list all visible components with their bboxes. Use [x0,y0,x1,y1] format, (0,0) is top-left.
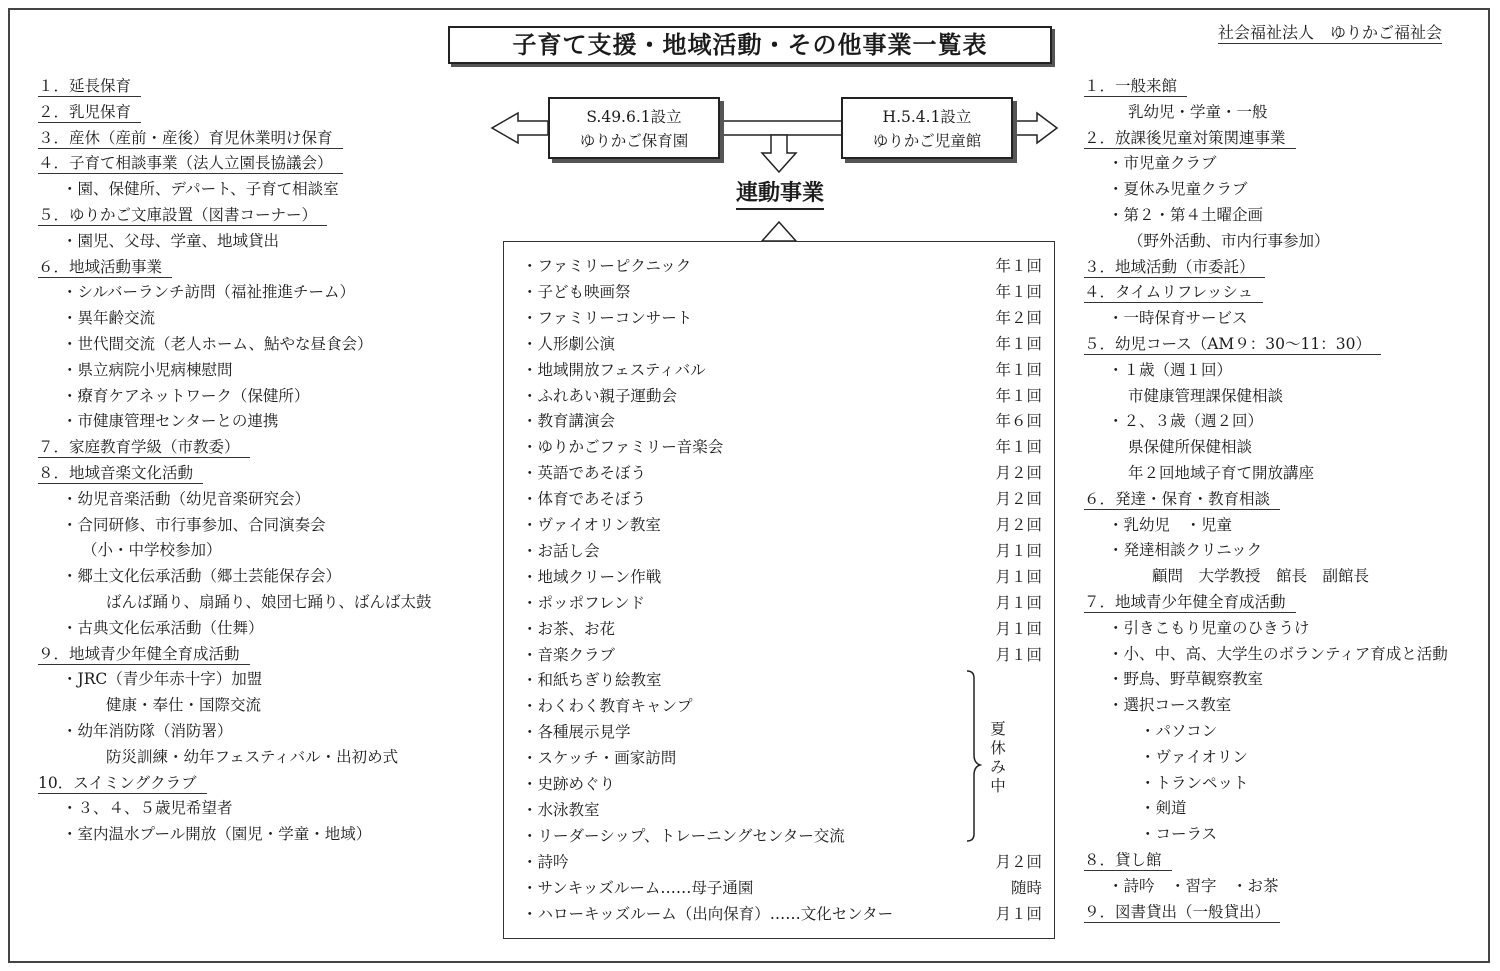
right-arrow-shape [1013,113,1057,143]
event-name: ・スケッチ・画家訪問 [522,749,677,768]
right-section-heading [1084,255,1265,279]
renkei-event-row [522,358,1042,382]
right-list-item [1108,693,1231,717]
left-item-text: ３．産休（産前・産後）育児休業明け保育 [38,129,343,149]
right-list-item [1108,667,1263,691]
hall-established: H.5.4.1設立 [882,108,972,126]
right-list-item [1108,409,1263,433]
renkei-event-row [522,591,1042,615]
left-section-heading [38,74,141,98]
renkei-event-row [522,384,1042,408]
event-frequency: 年６回 [995,412,1042,431]
renkei-events-box [503,241,1055,939]
right-item-text: ・ヴァイオリン [1140,747,1248,766]
right-section-heading [1084,848,1172,872]
event-frequency: 年１回 [995,438,1042,457]
right-list-item [1152,564,1369,588]
event-frequency: 年１回 [995,334,1042,353]
right-item-text: ９．図書貸出（一般貸出） [1084,903,1280,923]
event-frequency: 月１回 [995,593,1042,612]
right-item-text: 乳幼児・学童・一般 [1128,102,1268,121]
renkei-event-row [522,254,1042,278]
left-section-heading [38,435,250,459]
right-section-heading [1084,332,1381,356]
right-list-item [1140,822,1217,846]
event-name: ・ヴァイオリン教室 [522,516,661,534]
left-item-text: ・古典文化伝承活動（仕舞） [62,618,264,637]
left-list-item [62,177,339,201]
right-item-text: ・１歳（週１回） [1108,360,1233,379]
event-name: ・ファミリーコンサート [522,308,693,327]
right-item-text: １．一般来館 [1084,77,1187,97]
right-section-heading [1084,900,1280,924]
left-list-item [62,384,309,408]
left-item-text: ２．乳児保育 [38,103,141,123]
page-title: 子育て支援・地域活動・その他事業一覧表 [448,26,1052,64]
event-frequency: 月１回 [995,645,1042,664]
renkei-event-row [522,643,1042,667]
renkei-event-row [522,461,1042,485]
renkei-event-row [522,280,1042,304]
right-list-item [1108,616,1310,640]
right-item-text: ・引きこもり児童のひきうけ [1108,618,1310,637]
nursery-established: S.49.6.1設立 [586,108,682,126]
renkei-event-row [522,772,1042,796]
left-section-heading [38,100,141,124]
right-item-text: ８．貸し館 [1084,851,1172,871]
left-list-item [62,487,310,511]
left-item-text: ・JRC（青少年赤十字）加盟 [62,670,263,689]
left-item-text: ５．ゆりかご文庫設置（図書コーナー） [38,206,327,226]
left-item-text: ・異年齢交流 [62,309,156,328]
right-item-text: ・発達相談クリニック [1108,541,1263,560]
right-item-text: ２．放課後児童対策関連事業 [1084,129,1296,149]
event-frequency: 年１回 [995,360,1042,379]
renkei-event-row [522,902,1042,926]
renkei-event-row [522,306,1042,330]
left-section-heading [38,203,327,227]
left-section-heading [38,151,343,175]
event-name: ・各種展示見学 [522,723,631,742]
event-name: ・ポッポフレンド [522,593,645,612]
left-list-item [62,358,233,382]
event-name: ・地域開放フェスティバル [522,360,706,379]
event-name: ・水泳教室 [522,800,600,819]
renkei-event-row [522,332,1042,356]
event-name: ・英語であそぼう [522,464,647,483]
event-frequency: 月１回 [995,904,1042,923]
right-list-item [1108,874,1279,898]
event-frequency: 月２回 [995,464,1042,483]
right-list-item [1108,177,1248,201]
left-item-text: ４．子育て相談事業（法人立園長協議会） [38,154,343,174]
left-section-heading [38,642,250,666]
right-item-text: ・トランペット [1140,773,1249,792]
left-item-text: ６．地域活動事業 [38,258,172,278]
organization-label: 社会福祉法人 ゆりかご福祉会 [1217,23,1442,42]
right-list-item [1108,642,1448,666]
event-frequency: 年２回 [995,308,1042,327]
event-name: ・ゆりかごファミリー音楽会 [522,438,724,457]
right-list-item [1128,229,1330,253]
right-item-text: 年２回地域子育て開放講座 [1128,464,1315,482]
event-name: ・ふれあい親子運動会 [522,386,678,405]
down-arrow-shape [762,135,796,172]
right-section-heading [1084,74,1187,98]
renkei-title-label: 連動事業 [736,181,824,210]
right-item-text: ・野鳥、野草観察教室 [1108,670,1264,689]
event-frequency: 年１回 [995,257,1042,275]
event-name: ・お話し会 [522,541,600,560]
right-item-text: ・詩吟 ・習字 ・お茶 [1108,876,1279,895]
renkei-event-row [522,565,1042,589]
left-item-text: ・幼年消防隊（消防署） [62,722,233,740]
right-list-item [1128,100,1268,124]
right-item-text: 市健康管理課保健相談 [1128,386,1284,405]
renkei-event-row [522,876,1042,900]
left-item-text: ・療育ケアネットワーク（保健所） [62,386,310,405]
renkei-event-row [522,824,1042,848]
event-name: ・地域クリーン作戦 [522,567,662,586]
renkei-event-row [522,539,1042,563]
left-list-item [62,667,262,691]
left-list-item [62,409,278,433]
left-list-item [62,306,155,330]
event-frequency: 年１回 [995,386,1042,405]
right-list-item [1128,435,1252,459]
left-item-text: （小・中学校参加） [82,541,222,560]
left-item-text: ７．家庭教育学級（市教委） [38,438,250,458]
nursery-box [548,97,720,159]
event-frequency: 月２回 [995,490,1042,509]
right-list-item [1108,358,1232,382]
left-item-text: 10．スイミングクラブ [38,774,207,794]
right-item-text: ７．地域青少年健全育成活動 [1084,593,1296,613]
left-item-text: 防災訓練・幼年フェスティバル・出初め式 [106,747,399,766]
left-item-text: １．延長保育 [38,77,141,97]
right-list-item [1108,538,1262,562]
renkei-event-row [522,746,1042,770]
left-list-item [106,745,398,769]
left-item-text: ・３、４、５歳児希望者 [62,799,233,818]
center-box-pointer [762,222,796,241]
nursery-name: ゆりかご保育園 [579,132,689,150]
left-section-heading [38,461,203,485]
right-item-text: ・パソコン [1140,722,1218,740]
right-item-text: ・第２・第４土曜企画 [1108,206,1264,224]
event-frequency: 年１回 [995,282,1042,301]
renkei-title [700,179,860,209]
left-list-item [82,538,222,562]
event-name: ・わくわく教育キャンプ [522,697,693,716]
left-item-text: ・シルバーランチ訪問（福祉推進チーム） [62,283,356,302]
event-name: ・詩吟 [522,852,569,871]
left-list-item [62,280,355,304]
event-name: ・人形劇公演 [522,334,616,353]
right-list-item [1108,513,1232,537]
left-list-item [62,229,279,253]
right-item-text: ・夏休み児童クラブ [1108,180,1248,199]
childrens-hall-box [841,97,1013,159]
event-frequency: 月１回 [995,619,1042,638]
event-name: ・リーダーシップ、トレーニングセンター交流 [522,826,845,845]
right-item-text: （野外活動、市内行事参加） [1128,231,1330,250]
left-item-text: ・世代間交流（老人ホーム、鮎やな昼食会） [62,335,373,353]
right-item-text: ・コーラス [1140,825,1218,844]
right-list-item [1108,203,1263,227]
left-item-text: ８．地域音楽文化活動 [38,464,203,484]
right-item-text: 顧問 大学教授 館長 副館長 [1152,567,1370,586]
left-list-item [106,590,432,614]
renkei-event-row [522,694,1042,718]
event-frequency: 月２回 [995,852,1042,871]
right-item-text: ３．地域活動（市委託） [1084,258,1265,278]
event-name: ・教育講演会 [522,412,616,431]
left-arrow-shape [492,113,548,143]
event-frequency: 月２回 [995,516,1042,534]
right-list-item [1140,771,1249,795]
renkei-event-row [522,409,1042,433]
event-frequency: 月１回 [995,541,1042,560]
right-list-item [1108,151,1217,175]
left-section-heading [38,255,172,279]
left-item-text: ９．地域青少年健全育成活動 [38,645,250,665]
event-frequency: 月１回 [995,567,1042,586]
left-list-item [62,513,326,537]
right-item-text: ・小、中、高、大学生のボランティア育成と活動 [1108,644,1448,663]
event-name: ・お茶、お花 [522,619,616,638]
left-item-text: ・室内温水プール開放（園児・学童・地域） [62,825,372,844]
right-item-text: ・２、３歳（週２回） [1108,412,1264,431]
renkei-event-row [522,435,1042,459]
right-list-item [1128,461,1314,485]
left-item-text: ・幼児音楽活動（幼児音楽研究会） [62,489,311,508]
renkei-event-row [522,720,1042,744]
event-name: ・和紙ちぎり絵教室 [522,671,662,690]
renkei-event-row [522,850,1042,874]
right-item-text: ・剣道 [1140,799,1187,818]
right-item-text: ５．幼児コース（AM９：30～11：30） [1084,335,1381,355]
right-section-heading [1084,280,1263,304]
event-name: ・子ども映画祭 [522,282,631,301]
left-item-text: ・園、保健所、デパート、子育て相談室 [62,180,339,199]
right-list-item [1140,719,1217,743]
right-item-text: 県保健所保健相談 [1128,438,1253,457]
left-list-item [106,693,261,717]
left-list-item [62,616,264,640]
event-name: ・ファミリーピクニック [522,257,692,275]
left-item-text: ・合同研修、市行事参加、合同演奏会 [62,515,326,534]
right-item-text: ４．タイムリフレッシュ [1084,283,1263,303]
right-list-item [1140,796,1187,820]
event-name: ・体育であそぼう [522,490,647,509]
event-name: ・史跡めぐり [522,775,616,793]
left-list-item [62,564,341,588]
left-item-text: ・県立病院小児病棟慰問 [62,360,233,379]
left-list-item [62,332,372,356]
right-list-item [1108,306,1248,330]
right-item-text: ・乳幼児 ・児童 [1108,515,1233,534]
left-item-text: ばんば踊り、扇踊り、娘団七踊り、ばんば太鼓 [106,593,432,611]
renkei-event-row [522,798,1042,822]
left-item-text: ・園児、父母、学童、地域貸出 [62,231,280,250]
right-item-text: ６．発達・保育・教育相談 [1084,490,1280,510]
left-section-heading [38,126,343,150]
renkei-event-row [522,513,1042,537]
left-section-heading [38,771,207,795]
summer-label: 夏休み中 [990,720,1006,795]
left-list-item [62,719,233,743]
left-list-item [62,822,371,846]
right-section-heading [1084,126,1296,150]
right-list-item [1128,384,1283,408]
renkei-event-row [522,487,1042,511]
hall-name: ゆりかご児童館 [872,132,982,150]
right-item-text: ・一時保育サービス [1108,309,1248,328]
left-item-text: ・郷土文化伝承活動（郷土芸能保存会） [62,567,342,586]
right-item-text: ・市児童クラブ [1108,154,1217,173]
right-section-heading [1084,487,1280,511]
left-item-text: ・市健康管理センターとの連携 [62,412,279,431]
renkei-event-row [522,668,1042,692]
event-frequency: 随時 [1010,878,1042,897]
left-item-text: 健康・奉仕・国際交流 [106,696,262,715]
event-name: ・音楽クラブ [522,645,616,664]
left-list-item [62,796,233,820]
right-item-text: ・選択コース教室 [1108,696,1232,715]
right-list-item [1140,745,1248,769]
event-name: ・サンキッズルーム……母子通園 [522,878,754,897]
renkei-event-row [522,617,1042,641]
event-name: ・ハローキッズルーム（出向保育）……文化センター [522,904,894,923]
organization-name [1200,22,1460,44]
right-section-heading [1084,590,1296,614]
